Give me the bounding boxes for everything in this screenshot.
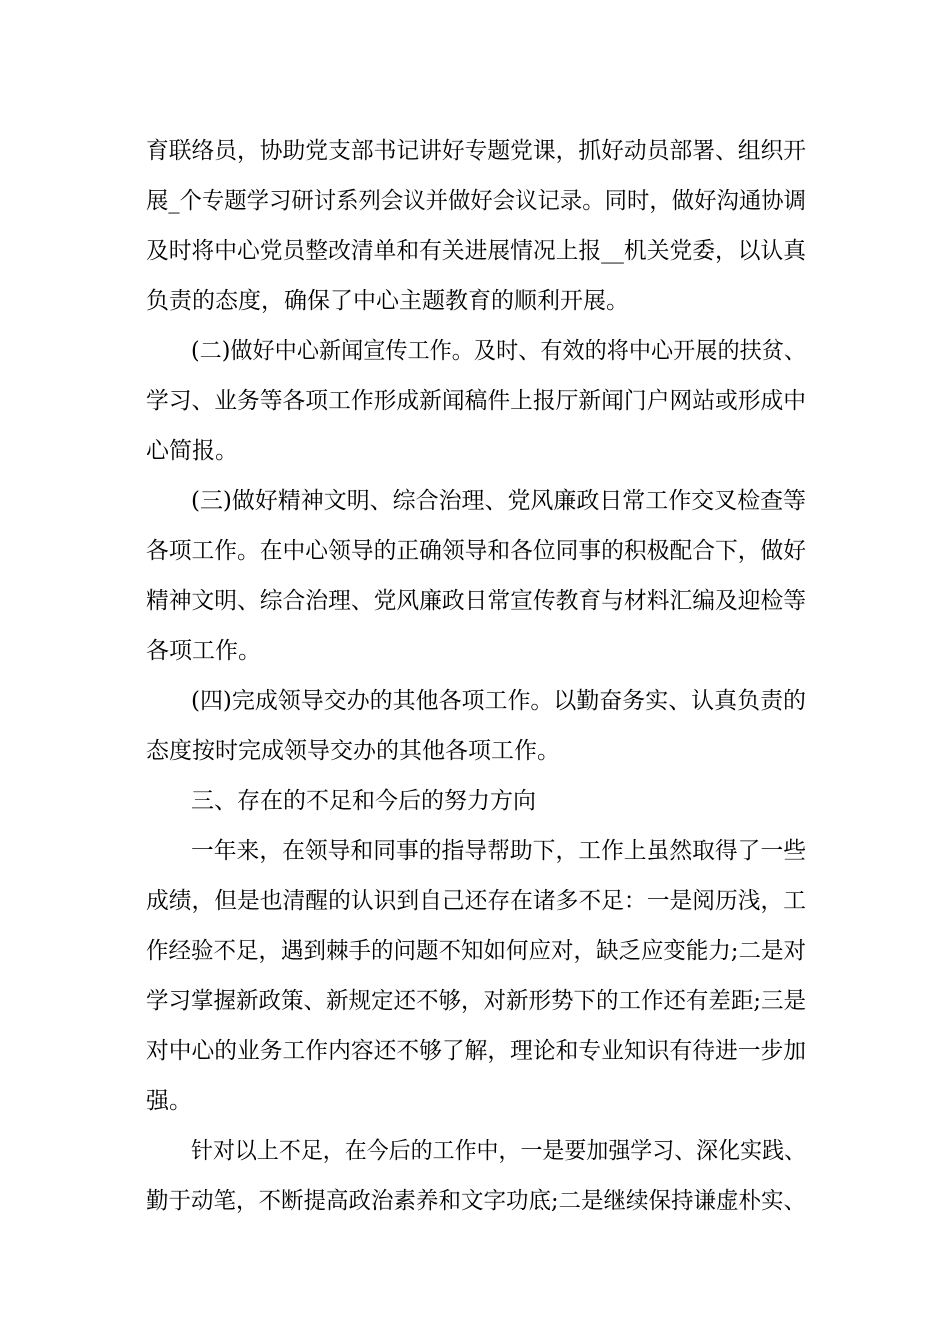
text-line: 强。	[146, 1088, 192, 1114]
text-line: 勤于动笔，不断提高政治素养和文字功底;二是继续保持谦虚朴实、	[146, 1188, 806, 1214]
text-line: 态度按时完成领导交办的其他各项工作。	[146, 738, 560, 764]
paragraph-first-line: (三)做好精神文明、综合治理、党风廉政日常工作交叉检查等	[191, 488, 806, 514]
text-line: 成绩，但是也清醒的认识到自己还存在诸多不足：一是阅历浅，工	[146, 888, 806, 914]
text-line: 负责的态度，确保了中心主题教育的顺利开展。	[146, 288, 629, 314]
text-line: 各项工作。在中心领导的正确领导和各位同事的积极配合下，做好	[146, 538, 806, 564]
text-line: 对中心的业务工作内容还不够了解，理论和专业知识有待进一步加	[146, 1038, 806, 1064]
text-line: 育联络员，协助党支部书记讲好专题党课，抓好动员部署、组织开	[146, 138, 806, 164]
text-line: 学习、业务等各项工作形成新闻稿件上报厅新闻门户网站或形成中	[146, 388, 806, 414]
text-line: 及时将中心党员整改清单和有关进展情况上报__机关党委，以认真	[146, 238, 806, 264]
text-line: 心简报。	[146, 438, 238, 464]
text-line: 学习掌握新政策、新规定还不够，对新形势下的工作还有差距;三是	[146, 988, 806, 1014]
paragraph-first-line: (四)完成领导交办的其他各项工作。以勤奋务实、认真负责的	[191, 688, 806, 714]
paragraph-first-line: 一年来，在领导和同事的指导帮助下，工作上虽然取得了一些	[191, 838, 806, 864]
text-line: 精神文明、综合治理、党风廉政日常宣传教育与材料汇编及迎检等	[146, 588, 806, 614]
text-line: 作经验不足，遇到棘手的问题不知如何应对，缺乏应变能力;二是对	[146, 938, 806, 964]
paragraph-first-line: (二)做好中心新闻宣传工作。及时、有效的将中心开展的扶贫、	[191, 338, 806, 364]
section-heading: 三、存在的不足和今后的努力方向	[191, 788, 536, 814]
paragraph-first-line: 针对以上不足，在今后的工作中，一是要加强学习、深化实践、	[191, 1138, 806, 1164]
text-line: 展_个专题学习研讨系列会议并做好会议记录。同时，做好沟通协调	[146, 188, 806, 214]
text-line: 各项工作。	[146, 638, 261, 664]
